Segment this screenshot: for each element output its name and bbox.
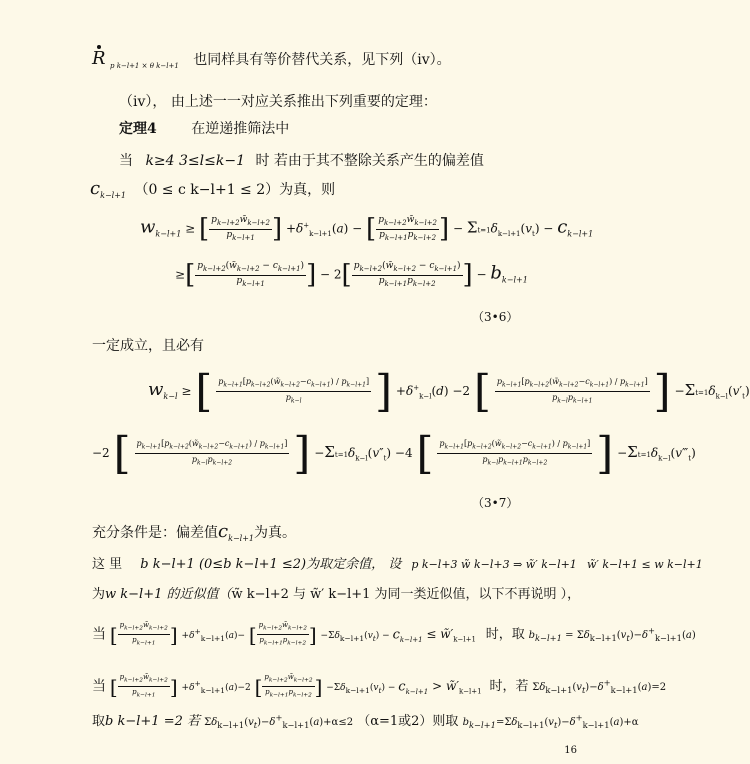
line-12-b: b k−l+1 =2 若 — [105, 714, 200, 729]
c-symbol: c — [90, 178, 101, 199]
line-11-a: 当 — [92, 678, 106, 695]
equation-3-6-line-1: $w_{k-l+1}$ ≥ [ $\frac{p_{k-l+2}w̃_{k-l+2}}{p_{k-l+1}}$ ] $+\delta^+_{k-l+1}(a)$ − [ $\frac{p_{k-l+2}w̃_{k-l+2}}{p_{k-l+1}p_{k-l+2}}$ ] − $\Sigma t=1\delta_{k-l+1}(v_t) - c_{k-l+1}$ — [140, 214, 594, 244]
equation-3-7-line-2: −2 [ $\frac{p_{k-l+1}[p_{k-l+2}(w̃_{k-l+2}-c_{k-l+1}) / p_{k-l+1}]}{p_{k-l}p_{k-l+2}}$ ] $-\Sigma t=1\delta_{k-l}(v''_t) -4$ [ $\frac{p_{k-l+1}[p_{k-l+2}(w̃_{k-l+2}-c_{k-l+1}) / p_{k-l+1}]}{p_{k-l}p_{k-l+1}p_{k-l+2}}$ ] $-\Sigma t=1\delta_{k-l}(v‴_t)$ — [92, 428, 696, 479]
line-8-b: b k−l+1 (0≤b k−l+1 ≤2)为取定余值， 设 — [140, 557, 402, 572]
line-5 — [90, 180, 335, 205]
line-8-d: w̃′ k−l+1 ≤ w k−l+1 — [586, 558, 703, 571]
equation-3-6-number: （3•6） — [472, 310, 519, 324]
line-9-a: 为 — [92, 587, 106, 602]
line-7-end: 为真。 — [254, 525, 296, 541]
line-7 — [92, 523, 296, 548]
line-9 — [92, 586, 580, 604]
line-4-b: 时 若由于其不整除关系产生的偏差值 — [255, 153, 484, 169]
equation-3-6-line-2: ≥[ $\frac{p_{k-l+2}(w̃_{k-l+2} - c_{k-l+1})}{p_{k-l+1}}$ ] − 2[ $\frac{p_{k-l+2}(w̃_{k-l+2} - c_{k-l+1})}{p_{k-l+1}p_{k-l+2}}$ ] − $b_{k-l+1}$ — [175, 260, 528, 290]
equation-3-7-line-1: $w_{k-l}$ ≥ [ $\frac{p_{k-l+1}[p_{k-l+2}(w̃_{k-l+2}-c_{k-l+1}) / p_{k-l+1}]}{p_{k-l}}$ ] $+\delta^+_{k-l}(d) -2$ [ $\frac{p_{k-l+1}[p_{k-l+2}(w̃_{k-l+2}-c_{k-l+1}) / p_{k-l+1}]}{p_{k-l}p_{k-l+1}}$ ] $-\Sigma t=1\delta_{k-l}(v'_t)$ — [148, 366, 750, 417]
line-1-text: 也同样具有等价替代关系，见下列（iv）。 — [193, 52, 451, 68]
line-6: 一定成立，且必有 — [92, 338, 204, 354]
theorem-label: 定理4 — [119, 121, 157, 137]
equation-3-7-number: （3•7） — [472, 496, 519, 510]
r-subscript: p k−l+1 × θ k−l+1 — [110, 62, 179, 70]
line-10-b: 时，取 — [485, 627, 525, 643]
theorem-text: 在逆递推筛法中 — [191, 121, 290, 137]
line-1 — [92, 50, 451, 75]
r-symbol: R — [92, 48, 106, 69]
line-10: 当 [ $\frac{p_{k-l+2}w̃_{k-l+2}}{p_{k-l+1}}$ ] $+\delta^+_{k-l+1}(a)-$ [ $\frac{p_{k-l+2}w̃_{k-l+2}}{p_{k-l+1}p_{k-l+2}}$ ] $-\Sigma\delta_{k-l+1}(v_t) - c_{k-l+1}$ ≤ $w̃'_{k-l+1}$ 时，取 $b_{k-l+1} = \Sigma\delta_{k-l+1}(v_t)-\delta^+_{k-l+1}(a)$ — [92, 621, 696, 647]
line-9-c: w̃ k−l+2 与 w̃′ k−l+1 为同一类近似值，以下不再说明 ）， — [231, 587, 581, 602]
line-12-a: 取 — [92, 714, 106, 729]
line-4-math: k≥4 3≤l≤k−1 — [145, 153, 245, 169]
line-9-b: w k−l+1 的近似值（ — [105, 587, 232, 602]
line-10-a: 当 — [92, 626, 106, 643]
line-7-c: c — [218, 521, 229, 542]
line-11: 当 [ $\frac{p_{k-l+2}w̃_{k-l+2}}{p_{k-l+1}}$ ] $+\delta^+_{k-l+1}(a)-2$ [ $\frac{p_{k-l+2}w̃_{k-l+2}}{p_{k-l+1}p_{k-l+2}}$ ] $-\Sigma\delta_{k-l+1}(v_t) - c_{k-l+1}$ > $w̃'_{k-l+1}$ 时，若 $\Sigma\delta_{k-l+1}(v_t)-\delta^+_{k-l+1}(a)=2$ — [92, 673, 667, 699]
line-7-sub: k−l+1 — [228, 534, 254, 543]
line-8 — [92, 556, 703, 574]
line-5-text: （0 ≤ c k−l+1 ≤ 2）为真，则 — [134, 182, 336, 198]
line-8-c: p k−l+3 w̃ k−l+3 ⇒ w̃′ k−l+1 — [411, 558, 577, 571]
c-sub: k−l+1 — [100, 191, 126, 200]
theorem-heading — [119, 120, 289, 138]
line-8-a: 这 里 — [92, 557, 123, 572]
line-7-text: 充分条件是：偏差值 — [92, 525, 218, 541]
line-2: （iv）， 由上述一一对应关系推出下列重要的定理： — [119, 94, 437, 110]
page-number: 16 — [564, 745, 577, 756]
line-12-c: （α=1或2）则取 — [357, 714, 459, 729]
line-4-a: 当 — [119, 153, 133, 169]
line-12: 取b k−l+1 =2 若 $\Sigma\delta_{k-l+1}(v_t)-\delta^+_{k-l+1}(a)+\alpha\le 2$ （α=1或2）则取 $b_{k-l+1}=\Sigma\delta_{k-l+1}(v_t)-\delta^+_{k-l+1}(a)+\alpha$ — [92, 712, 639, 730]
line-4 — [119, 152, 484, 170]
line-11-b: 时，若 — [489, 679, 529, 695]
